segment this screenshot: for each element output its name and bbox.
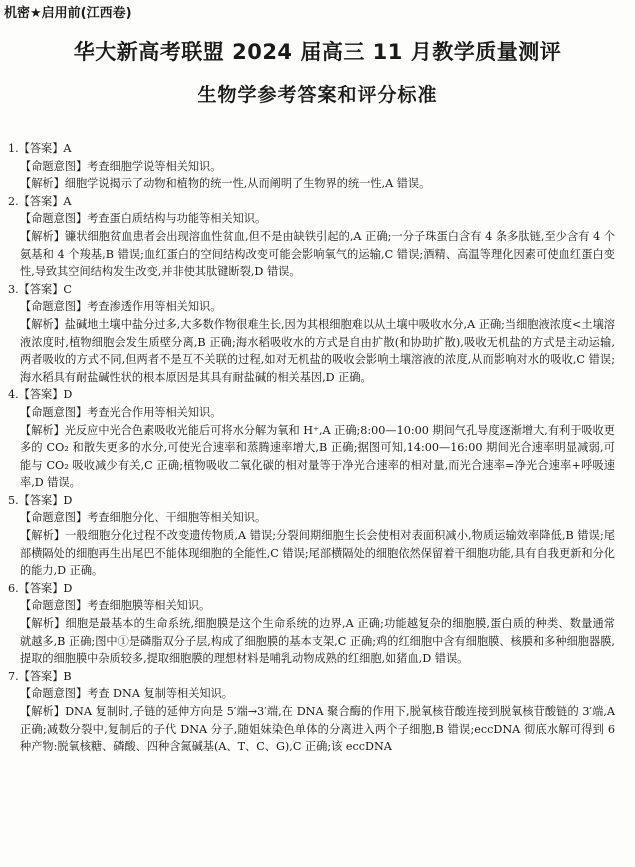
question-answer: 4.【答案】D [8, 388, 73, 402]
question-intent: 【命题意图】考查蛋白质结构与功能等相关知识。 [20, 212, 267, 226]
question-analysis: 【解析】细胞是最基本的生命系统,细胞膜是这个生命系统的边界,A 正确;功能越复杂的细胞膜,蛋白质的种类、数量通常就越多,B 正确;图中①是磷脂双分子层,构成了细胞膜的基本支架,C 正确;鸡的红细胞中含有细胞膜、核膜和多种细胞器膜,提取的细胞膜中杂质较多,提取细胞膜的理想材料是哺乳动物成熟的红细胞,如猪血,D 错误。 [20, 617, 615, 666]
question-analysis: 【解析】DNA 复制时,子链的延伸方向是 5′端→3′端,在 DNA 聚合酶的作用下,脱氧核苷酸连接到脱氧核苷酸链的 3′端,A 正确;减数分裂中,复制后的子代 DNA 分子,随姐妹染色单体的分离进入两个子细胞,B 错误;eccDNA 彻底水解可得到 6 种产物:脱氧核糖、磷酸、四种含氮碱基(A、T、C、G),C 正确;该 eccDNA [20, 705, 615, 754]
question-intent: 【命题意图】考查渗透作用等相关知识。 [20, 300, 222, 314]
question-6 [8, 580, 615, 668]
question-intent: 【命题意图】考查细胞分化、干细胞等相关知识。 [20, 511, 267, 525]
question-1 [8, 140, 615, 193]
question-analysis: 【解析】盐碱地土壤中盐分过多,大多数作物很难生长,因为其根细胞难以从土壤中吸收水分,A 正确;当细胞液浓度<土壤溶液浓度时,植物细胞会发生质壁分离,B 正确;海水稻吸收水的方式是自由扩散(和协助扩散),吸收无机盐的方式是主动运输,两者吸收的方式不同,但两者不是互不关联的过程,如对无机盐的吸收会影响土壤溶液的浓度,从而影响对水的吸收,C 错误;海水稻具有耐盐碱性状的根本原因是其具有耐盐碱的相关基因,D 正确。 [20, 317, 615, 384]
question-intent: 【命题意图】考查细胞膜等相关知识。 [20, 599, 211, 613]
confidential-label: 机密★启用前(江西卷) [4, 6, 132, 21]
question-3 [8, 281, 615, 387]
question-2 [8, 193, 615, 281]
question-answer: 6.【答案】D [8, 581, 73, 595]
question-intent: 【命题意图】考查 DNA 复制等相关知识。 [20, 687, 233, 701]
question-analysis: 【解析】一般细胞分化过程不改变遗传物质,A 错误;分裂间期细胞生长会使相对表面积减小,物质运输效率降低,B 错误;尾部横隔处的细胞再生出尾巴不能体现细胞的全能性,C 错误;尾部横隔处的细胞依然保留着干细胞功能,具有自我更新和分化的能力,D 正确。 [20, 529, 615, 578]
question-analysis: 【解析】细胞学说揭示了动物和植物的统一性,从而阐明了生物界的统一性,A 错误。 [20, 177, 431, 191]
question-5 [8, 492, 615, 580]
answer-key-title: 生物学参考答案和评分标准 [197, 84, 438, 106]
answer-list [8, 140, 615, 756]
exam-title: 华大新高考联盟 2024 届高三 11 月教学质量测评 [73, 40, 562, 64]
question-intent: 【命题意图】考查光合作用等相关知识。 [20, 405, 222, 419]
question-answer: 7.【答案】B [8, 669, 72, 683]
question-answer: 5.【答案】D [8, 493, 73, 507]
question-intent: 【命题意图】考查细胞学说等相关知识。 [20, 159, 222, 173]
question-answer: 3.【答案】C [8, 282, 72, 296]
question-analysis: 【解析】光反应中光合色素吸收光能后可将水分解为氧和 H⁺,A 正确;8:00—10:00 期间气孔导度逐渐增大,有利于吸收更多的 CO₂ 和散失更多的水分,可使光合速率和蒸腾速率增大,B 正确;据图可知,14:00—16:00 期间光合速率明显减弱,可能与 CO₂ 吸收减少有关,C 正确;植物吸收二氧化碳的相对量等于净光合速率的相对量,而光合速率=净光合速率+呼吸速率,D 错误。 [20, 423, 615, 490]
question-4 [8, 386, 615, 492]
question-answer: 2.【答案】A [8, 194, 72, 208]
question-7 [8, 668, 615, 756]
question-analysis: 【解析】镰状细胞贫血患者会出现溶血性贫血,但不是由缺铁引起的,A 正确;一分子珠蛋白含有 4 条多肽链,至少含有 4 个氨基和 4 个羧基,B 错误;血红蛋白的空间结构改变可能会影响氧气的运输,C 错误;酒精、高温等理化因素可使血红蛋白变性,导致其空间结构发生改变,并非使其肽键断裂,D 错误。 [20, 229, 615, 279]
question-answer: 1.【答案】A [8, 142, 72, 155]
